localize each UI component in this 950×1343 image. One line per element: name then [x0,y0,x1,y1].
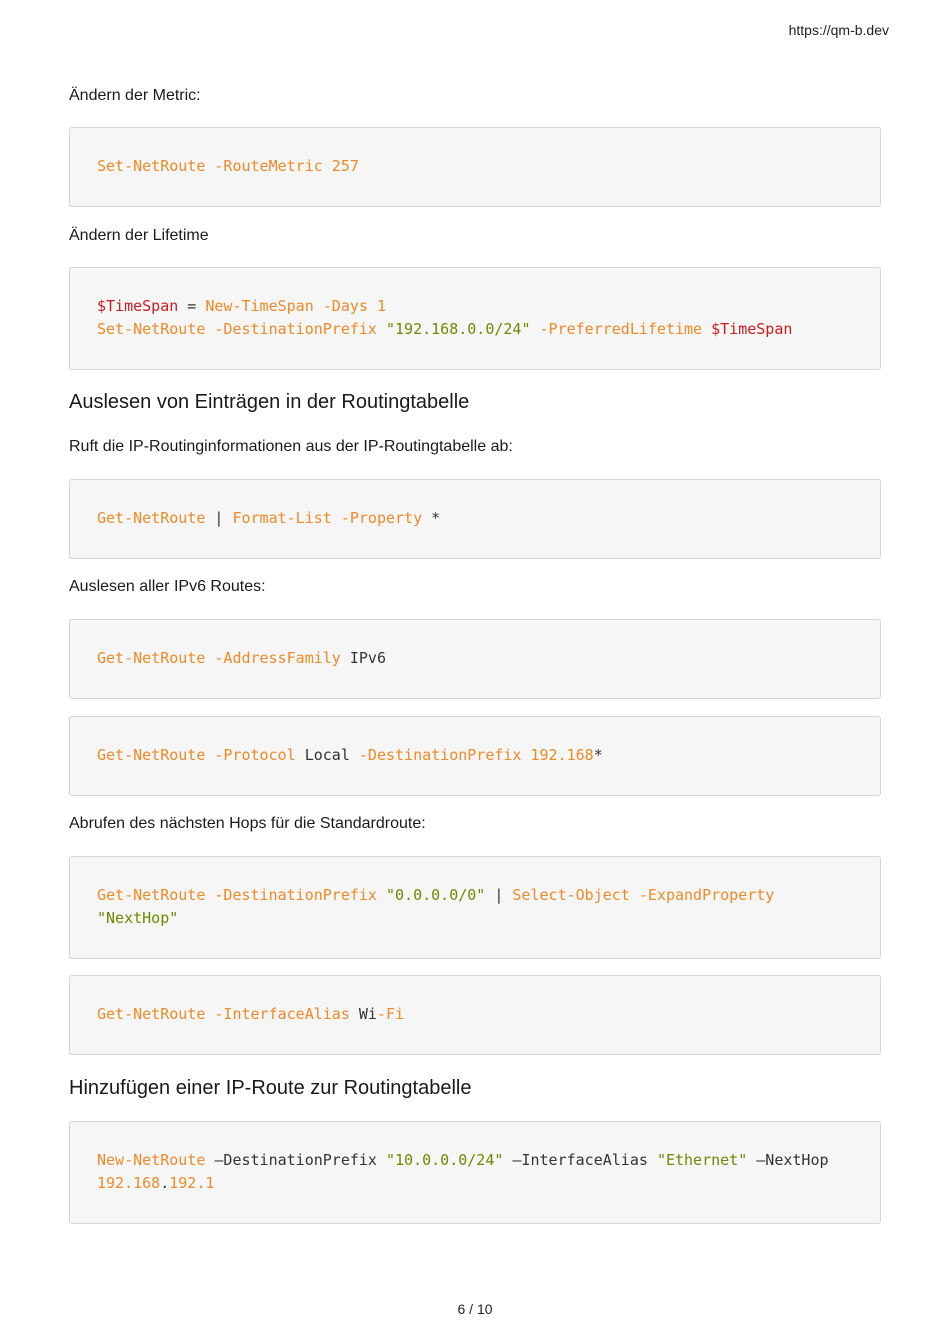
code-variable: $TimeSpan [711,320,793,338]
code-argument: Wi [349,1005,377,1023]
code-parameter: –NextHop [747,1151,829,1169]
code-command: Get-NetRoute -AddressFamily [97,649,341,667]
nexthop-label: Abrufen des nächsten Hops für die Standardroute: [69,815,426,832]
code-argument: Local [295,746,359,764]
code-block-lifetime [69,267,881,370]
code-number: 192.168 [97,1174,161,1192]
code-command: Format-List -Property [232,509,423,527]
code-block-nexthop [69,856,881,959]
code-string: "192.168.0.0/24" [385,320,531,338]
code-pipe: | [205,509,233,527]
code-string: "Ethernet" [656,1151,748,1169]
metric-label: Ändern der Metric: [69,87,201,104]
code-operator: = [178,297,206,315]
code-command: New-TimeSpan -Days 1 [205,297,386,315]
code-command: Select-Object -ExpandProperty [512,886,775,904]
ipv6-label: Auslesen aller IPv6 Routes: [69,578,266,595]
code-argument: IPv6 [340,649,386,667]
code-block-protocol-local [69,716,881,796]
code-dot: . [160,1174,170,1192]
code-string: "NextHop" [97,909,179,927]
code-parameter: –InterfaceAlias [503,1151,657,1169]
section-heading-read: Auslesen von Einträgen in der Routingtabelle [69,391,470,413]
code-variable: $TimeSpan [97,297,179,315]
code-pipe: | [485,886,513,904]
code-number: 192.1 [169,1174,215,1192]
code-block-interface-alias [69,975,881,1055]
code-command: Get-NetRoute -InterfaceAlias [97,1005,350,1023]
code-string: "10.0.0.0/24" [386,1151,504,1169]
code-string: "0.0.0.0/0" [385,886,486,904]
code-command: Set-NetRoute -RouteMetric 257 [97,157,359,175]
code-parameter: -DestinationPrefix 192.168 [358,746,594,764]
code-parameter: -Fi [376,1005,405,1023]
header-url: https://qm-b.dev [788,22,889,38]
code-wildcard: * [593,746,603,764]
lifetime-label: Ändern der Lifetime [69,227,209,244]
code-parameter: –DestinationPrefix [205,1151,386,1169]
code-command: Get-NetRoute -Protocol [97,746,296,764]
code-block-set-metric [69,127,881,207]
code-command: Get-NetRoute [97,509,206,527]
page-number: 6 / 10 [457,1301,493,1317]
code-block-new-route [69,1121,881,1224]
code-block-ipv6 [69,619,881,699]
code-command: Get-NetRoute -DestinationPrefix [97,886,386,904]
code-command: New-NetRoute [97,1151,206,1169]
read-description: Ruft die IP-Routinginformationen aus der IP-Routingtabelle ab: [69,438,513,455]
code-argument: * [422,509,441,527]
code-command: Set-NetRoute -DestinationPrefix [97,320,386,338]
code-block-format-list [69,479,881,559]
code-parameter: -PreferredLifetime [530,320,712,338]
section-heading-add: Hinzufügen einer IP-Route zur Routingtabelle [69,1077,472,1099]
